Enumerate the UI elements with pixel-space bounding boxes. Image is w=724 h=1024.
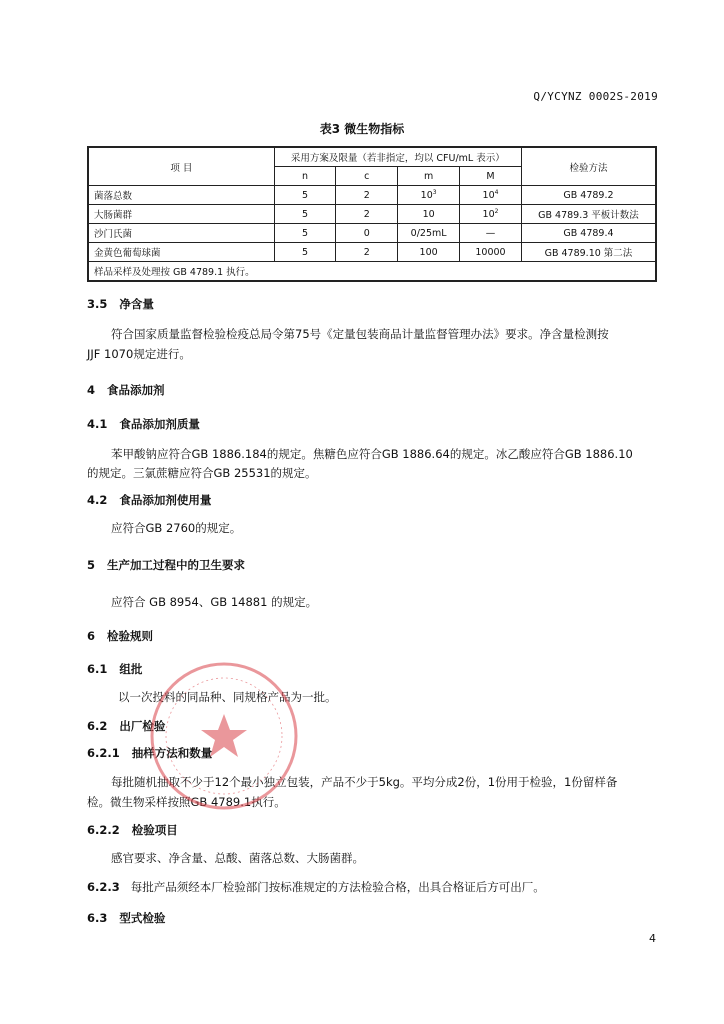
row-m: 100 (398, 243, 460, 262)
microbial-table (87, 146, 657, 282)
paragraph-6-2-1-line2: 检。微生物采样按照GB 4789.1执行。 (87, 795, 286, 809)
heading-4: 4 食品添加剂 (87, 383, 165, 397)
paragraph-4-2: 应符合GB 2760的规定。 (111, 521, 242, 535)
subheader-c: c (336, 167, 398, 186)
document-code: Q/YCYNZ 0002S-2019 (533, 90, 658, 103)
row-M: $10^2$ (460, 205, 522, 224)
heading-5: 5 生产加工过程中的卫生要求 (87, 558, 246, 572)
paragraph-6-2-2: 感官要求、净含量、总酸、菌落总数、大肠菌群。 (111, 851, 364, 865)
row-c: 2 (336, 243, 398, 262)
subheader-M: M (460, 167, 522, 186)
row-M: $10^4$ (460, 186, 522, 205)
header-plan: 采用方案及限量（若非指定，均以 CFU/mL 表示） (274, 147, 521, 167)
table-row (88, 224, 656, 243)
row-item: 菌落总数 (88, 186, 274, 205)
page-number: 4 (649, 932, 656, 945)
company-seal-icon (148, 660, 300, 812)
row-c: 2 (336, 205, 398, 224)
row-m: 0/25mL (398, 224, 460, 243)
row-method: GB 4789.4 (521, 224, 656, 243)
row-item: 大肠菌群 (88, 205, 274, 224)
row-method: GB 4789.3 平板计数法 (521, 205, 656, 224)
paragraph-5: 应符合 GB 8954、GB 14881 的规定。 (111, 595, 318, 609)
heading-3-5: 3.5 净含量 (87, 297, 154, 311)
subheader-n: n (274, 167, 336, 186)
table-header-row (88, 147, 656, 167)
paragraph-4-1-line1: 苯甲酸钠应符合GB 1886.184的规定。焦糖色应符合GB 1886.64的规定。冰乙酸应符合GB 1886.10 (111, 447, 633, 461)
row-M: 10000 (460, 243, 522, 262)
row-method: GB 4789.10 第二法 (521, 243, 656, 262)
row-n: 5 (274, 224, 336, 243)
heading-6: 6 检验规则 (87, 629, 154, 643)
heading-6-3: 6.3 型式检验 (87, 911, 166, 925)
table-row (88, 186, 656, 205)
paragraph-6-2-3: 6.2.3 每批产品须经本厂检验部门按标准规定的方法检验合格，出具合格证后方可出厂。 (87, 880, 545, 894)
paragraph-4-1-line2: 的规定。三氯蔗糖应符合GB 25531的规定。 (87, 466, 317, 480)
heading-4-1: 4.1 食品添加剂质量 (87, 417, 200, 431)
paragraph-6-2-1-line1: 每批随机抽取不少于12个最小独立包装，产品不少于5kg。平均分成2份，1份用于检验，1份留样备 (111, 775, 618, 789)
row-item: 金黄色葡萄球菌 (88, 243, 274, 262)
heading-6-2-1: 6.2.1 抽样方法和数量 (87, 746, 213, 760)
heading-6-1: 6.1 组批 (87, 662, 143, 676)
row-c: 0 (336, 224, 398, 243)
paragraph-3-5-line2: JJF 1070规定进行。 (87, 347, 191, 361)
row-m: 10 (398, 205, 460, 224)
subheader-m: m (398, 167, 460, 186)
heading-6-2: 6.2 出厂检验 (87, 719, 166, 733)
row-item: 沙门氏菌 (88, 224, 274, 243)
header-item: 项 目 (88, 147, 274, 186)
table-row (88, 243, 656, 262)
table-row (88, 205, 656, 224)
row-M: — (460, 224, 522, 243)
heading-4-2: 4.2 食品添加剂使用量 (87, 493, 212, 507)
paragraph-6-1: 以一次投料的同品种、同规格产品为一批。 (118, 690, 337, 704)
heading-6-2-2: 6.2.2 检验项目 (87, 823, 178, 837)
paragraph-3-5-line1: 符合国家质量监督检验检疫总局令第75号《定量包装商品计量监督管理办法》要求。净含量检测按 (111, 327, 609, 341)
row-n: 5 (274, 205, 336, 224)
row-n: 5 (274, 186, 336, 205)
row-n: 5 (274, 243, 336, 262)
table-note-row (88, 262, 656, 282)
row-method: GB 4789.2 (521, 186, 656, 205)
table-caption: 表3 微生物指标 (319, 122, 405, 136)
row-m: $10^3$ (398, 186, 460, 205)
row-c: 2 (336, 186, 398, 205)
table-note: 样品采样及处理按 GB 4789.1 执行。 (88, 262, 656, 282)
header-method: 检验方法 (521, 147, 656, 186)
